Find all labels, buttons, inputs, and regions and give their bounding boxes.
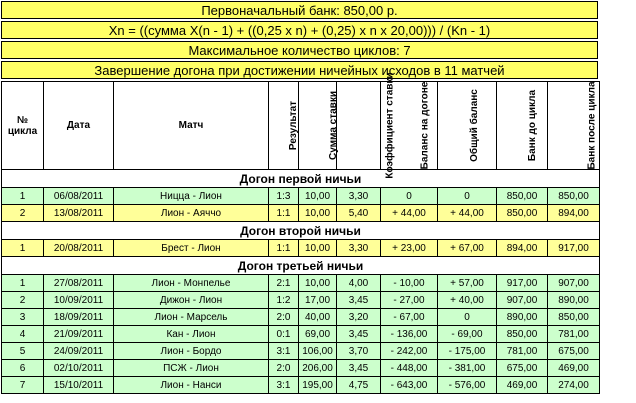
cell-match: Кан - Лион: [114, 326, 269, 343]
cell-date: 24/09/2011: [44, 343, 114, 360]
cell-bank-after: 850,00: [548, 188, 600, 205]
cell-stake: 40,00: [299, 309, 337, 326]
cell-date: 02/10/2011: [44, 360, 114, 377]
section-header-row: [2, 257, 600, 275]
section-header-row: [2, 222, 600, 240]
cell-bank-after: 675,00: [548, 343, 600, 360]
cell-stake: 10,00: [299, 275, 337, 292]
cell-bank-before: 675,00: [497, 360, 548, 377]
cell-result: 2:0: [269, 309, 299, 326]
cell-result: 2:0: [269, 360, 299, 377]
cell-date: 15/10/2011: [44, 377, 114, 394]
col-stake: [299, 82, 337, 170]
table-row: [2, 292, 600, 309]
section-header-row: [2, 170, 600, 188]
cell-match: Брест - Лион: [114, 240, 269, 257]
cell-balance-total: + 67,00: [438, 240, 497, 257]
col-odds-label: Коэффициент ставки: [384, 72, 396, 179]
cell-balance-chase: - 136,00: [381, 326, 438, 343]
col-balance-total: [438, 82, 497, 170]
cell-balance-total: - 576,00: [438, 377, 497, 394]
cell-odds: 3,30: [337, 240, 381, 257]
cell-balance-chase: - 27,00: [381, 292, 438, 309]
cell-bank-before: 781,00: [497, 343, 548, 360]
cell-bank-after: 917,00: [548, 240, 600, 257]
cell-stake: 106,00: [299, 343, 337, 360]
cell-bank-after: 894,00: [548, 205, 600, 222]
col-bank-before: [497, 82, 548, 170]
cell-date: 20/08/2011: [44, 240, 114, 257]
table-row: [2, 326, 600, 343]
cell-match: Лион - Бордо: [114, 343, 269, 360]
cell-cycle: 1: [2, 240, 44, 257]
cell-balance-total: 0: [438, 309, 497, 326]
cell-result: 2:1: [269, 275, 299, 292]
col-cycle-label: № цикла: [7, 114, 38, 137]
col-bank-after: [548, 82, 600, 170]
cell-bank-before: 850,00: [497, 205, 548, 222]
cell-balance-chase: - 10,00: [381, 275, 438, 292]
cell-cycle: 3: [2, 309, 44, 326]
cell-match: Лион - Марсель: [114, 309, 269, 326]
table-row: [2, 360, 600, 377]
cell-cycle: 1: [2, 275, 44, 292]
col-match: Матч: [114, 82, 269, 170]
cell-odds: 3,45: [337, 326, 381, 343]
cell-date: 13/08/2011: [44, 205, 114, 222]
cell-bank-after: 850,00: [548, 309, 600, 326]
max-cycles-banner: Максимальное количество циклов: 7: [1, 41, 598, 59]
cell-balance-total: - 381,00: [438, 360, 497, 377]
cell-odds: 3,45: [337, 360, 381, 377]
cell-balance-chase: - 242,00: [381, 343, 438, 360]
col-balance-total-label: Общий баланс: [468, 89, 480, 162]
cell-balance-chase: 0: [381, 188, 438, 205]
cell-cycle: 7: [2, 377, 44, 394]
cell-bank-before: 917,00: [497, 275, 548, 292]
table-row: [2, 377, 600, 394]
cell-cycle: 6: [2, 360, 44, 377]
cell-bank-after: 890,00: [548, 292, 600, 309]
cell-match: ПСЖ - Лион: [114, 360, 269, 377]
header-row: [2, 82, 600, 170]
cell-odds: 4,75: [337, 377, 381, 394]
cell-odds: 5,40: [337, 205, 381, 222]
table-row: [2, 205, 600, 222]
cell-stake: 10,00: [299, 240, 337, 257]
cell-odds: 3,30: [337, 188, 381, 205]
cell-date: 18/09/2011: [44, 309, 114, 326]
section-title: Догон первой ничьи: [2, 170, 600, 188]
cell-balance-total: - 175,00: [438, 343, 497, 360]
cell-odds: 3,70: [337, 343, 381, 360]
col-bank-before-label: Банк до цикла: [527, 89, 539, 162]
cell-balance-chase: + 44,00: [381, 205, 438, 222]
cell-result: 1:1: [269, 240, 299, 257]
finish-condition-banner: Завершение догона при достижении ничейных исходов в 11 матчей: [1, 61, 598, 79]
cell-bank-after: 469,00: [548, 360, 600, 377]
formula-banner: Xn = ((сумма X(n - 1) + ((0,25 x n) + (0,25) x n x 20,00))) / (Kn - 1): [1, 21, 598, 39]
cell-balance-total: 0: [438, 188, 497, 205]
cell-stake: 10,00: [299, 205, 337, 222]
cell-balance-chase: + 23,00: [381, 240, 438, 257]
cell-bank-after: 781,00: [548, 326, 600, 343]
cell-stake: 195,00: [299, 377, 337, 394]
cell-balance-total: - 69,00: [438, 326, 497, 343]
cell-balance-total: + 44,00: [438, 205, 497, 222]
col-result-label: Результат: [288, 100, 300, 151]
cell-bank-after: 907,00: [548, 275, 600, 292]
cell-balance-chase: - 67,00: [381, 309, 438, 326]
table-row: [2, 343, 600, 360]
cell-cycle: 4: [2, 326, 44, 343]
table-row: [2, 240, 600, 257]
cell-balance-chase: - 643,00: [381, 377, 438, 394]
cell-match: Лион - Нанси: [114, 377, 269, 394]
cell-bank-before: 907,00: [497, 292, 548, 309]
cell-bank-before: 850,00: [497, 326, 548, 343]
cell-match: Ницца - Лион: [114, 188, 269, 205]
cell-stake: 10,00: [299, 188, 337, 205]
cell-result: 1:2: [269, 292, 299, 309]
cell-odds: 4,00: [337, 275, 381, 292]
cell-result: 3:1: [269, 343, 299, 360]
cell-date: 06/08/2011: [44, 188, 114, 205]
col-stake-label: Сумма ставки: [327, 91, 339, 160]
cell-date: 27/08/2011: [44, 275, 114, 292]
cell-result: 1:1: [269, 205, 299, 222]
col-result: [269, 82, 299, 170]
cell-match: Лион - Монпелье: [114, 275, 269, 292]
cell-match: Лион - Аяччо: [114, 205, 269, 222]
table-row: [2, 275, 600, 292]
cell-stake: 206,00: [299, 360, 337, 377]
cell-bank-after: 274,00: [548, 377, 600, 394]
section-title: Догон второй ничьи: [2, 222, 600, 240]
cell-balance-total: + 40,00: [438, 292, 497, 309]
cell-bank-before: 890,00: [497, 309, 548, 326]
cell-cycle: 2: [2, 292, 44, 309]
col-cycle: [2, 82, 44, 170]
col-bank-after-label: Банк после цикла: [586, 81, 598, 170]
cell-match: Дижон - Лион: [114, 292, 269, 309]
cell-cycle: 1: [2, 188, 44, 205]
col-odds: [337, 72, 396, 179]
cell-date: 21/09/2011: [44, 326, 114, 343]
cell-bank-before: 850,00: [497, 188, 548, 205]
col-balance-chase-label: Баланс на догоне: [419, 81, 431, 170]
cell-result: 0:1: [269, 326, 299, 343]
cell-cycle: 2: [2, 205, 44, 222]
cell-cycle: 5: [2, 343, 44, 360]
cell-balance-total: + 57,00: [438, 275, 497, 292]
cell-stake: 17,00: [299, 292, 337, 309]
cell-odds: 3,20: [337, 309, 381, 326]
cycles-table: [1, 72, 600, 394]
cell-result: 3:1: [269, 377, 299, 394]
cell-balance-chase: - 448,00: [381, 360, 438, 377]
cell-date: 10/09/2011: [44, 292, 114, 309]
cell-bank-before: 894,00: [497, 240, 548, 257]
table-row: [2, 309, 600, 326]
cell-odds: 3,45: [337, 292, 381, 309]
cell-stake: 69,00: [299, 326, 337, 343]
initial-bank-banner: Первоначальный банк: 850,00 р.: [1, 1, 598, 19]
table-row: [2, 188, 600, 205]
col-date: Дата: [44, 82, 114, 170]
section-title: Догон третьей ничьи: [2, 257, 600, 275]
cell-bank-before: 469,00: [497, 377, 548, 394]
cell-result: 1:3: [269, 188, 299, 205]
